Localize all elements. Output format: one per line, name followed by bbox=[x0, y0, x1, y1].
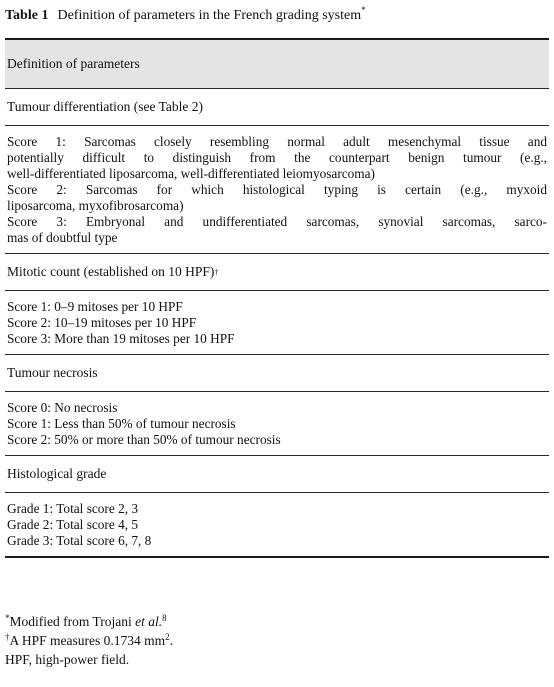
footnote: *Modified from Trojani et al.$^8$ bbox=[5, 613, 167, 629]
table-section bbox=[5, 355, 549, 456]
table-caption bbox=[5, 7, 549, 25]
section-line: well-differentiated liposarcoma, well-differentiated leiomyosarcoma) bbox=[7, 166, 375, 181]
section-line: Grade 1: Total score 2, 3 bbox=[7, 501, 139, 516]
section-title: Mitotic count (established on 10 HPF) † bbox=[7, 264, 219, 279]
section-line: Score 3: Embryonal and undifferentiated sarcomas, synovial sarcomas, sarco- bbox=[7, 214, 547, 229]
table-header-label: Definition of parameters bbox=[7, 56, 140, 71]
table-footnotes bbox=[5, 612, 549, 669]
section-line: Score 1: Less than 50% of tumour necrosis bbox=[7, 416, 236, 431]
table-title: Definition of parameters in the French grading system bbox=[57, 8, 362, 23]
caption-footnote-mark: * bbox=[361, 5, 366, 15]
section-line: liposarcoma, myxofibrosarcoma) bbox=[7, 198, 184, 213]
section-line: Score 3: More than 19 mitoses per 10 HPF bbox=[7, 331, 235, 346]
section-title: Histological grade bbox=[7, 466, 107, 481]
section-line: Grade 2: Total score 4, 5 bbox=[7, 517, 139, 532]
section-title: Tumour necrosis bbox=[7, 365, 98, 380]
section-line: Grade 3: Total score 6, 7, 8 bbox=[7, 533, 152, 548]
parameters-table bbox=[5, 38, 549, 558]
section-line: Score 2: 10–19 mitoses per 10 HPF bbox=[7, 315, 197, 330]
section-body bbox=[5, 291, 549, 354]
section-title: Tumour differentiation (see Table 2) bbox=[7, 99, 204, 114]
footnote: HPF, high-power field. bbox=[5, 652, 130, 667]
section-line: Score 2: Sarcomas for which histological typing is certain (e.g., myxoid bbox=[7, 182, 547, 197]
table-header bbox=[5, 40, 549, 88]
section-body bbox=[5, 126, 549, 253]
section-line: Score 2: 50% or more than 50% of tumour necrosis bbox=[7, 432, 281, 447]
section-line: Score 1: Sarcomas closely resembling normal adult mesenchymal tissue and bbox=[7, 134, 547, 149]
table-bottom-rule bbox=[5, 556, 549, 558]
section-line: Score 0: No necrosis bbox=[7, 400, 118, 415]
section-line: Score 1: 0–9 mitoses per 10 HPF bbox=[7, 299, 183, 314]
section-body bbox=[5, 493, 549, 556]
section-body bbox=[5, 392, 549, 455]
table-section bbox=[5, 254, 549, 355]
table-section bbox=[5, 89, 549, 254]
section-line: potentially difficult to distinguish from the counterpart benign tumour (e.g., bbox=[7, 150, 547, 165]
footnote: †A HPF measures 0.1734 $mm^2$. bbox=[5, 632, 174, 648]
section-line: mas of doubtful type bbox=[7, 230, 118, 245]
table-section bbox=[5, 456, 549, 558]
table-label: Table 1 bbox=[5, 8, 49, 23]
